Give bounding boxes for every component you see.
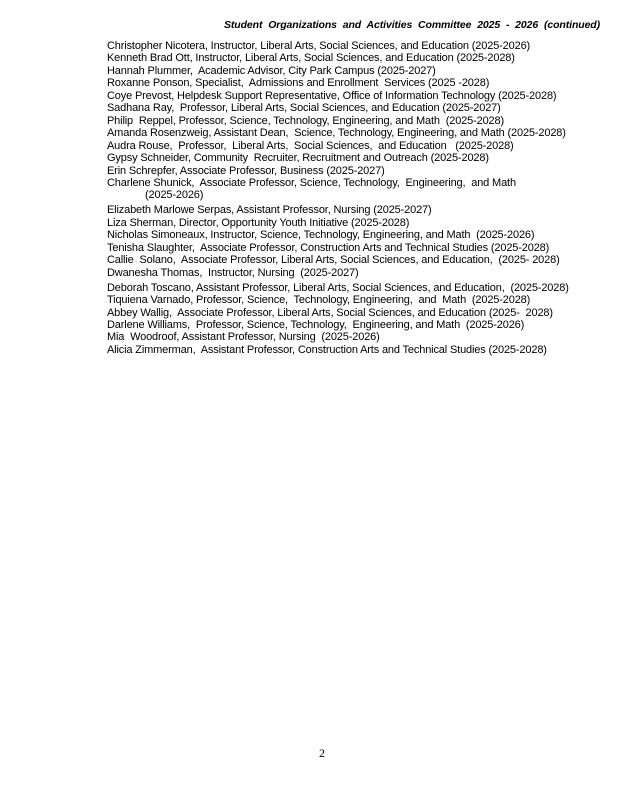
member-line: Tenisha Slaughter, Associate Professor, Construction Arts and Technical Studies (2025-2028) [107,241,550,254]
member-line: Amanda Rosenzweig, Assistant Dean, Science, Technology, Engineering, and Math (2025-2028) [107,127,566,140]
member-line: Audra Rouse, Professor, Liberal Arts, Social Sciences, and Education (2025-2028) [107,139,514,152]
member-line: Elizabeth Marlowe Serpas, Assistant Professor, Nursing (2025-2027) [107,204,432,217]
member-line: Erin Schrepfer, Associate Professor, Business (2025-2027) [107,164,385,177]
member-line: Christopher Nicotera, Instructor, Liberal Arts, Social Sciences, and Education (2025-2026) [107,40,531,52]
member-line: Roxanne Ponson, Specialist, Admissions and Enrollment Services (2025 -2028) [107,77,490,90]
member-line: Alicia Zimmerman, Assistant Professor, Construction Arts and Technical Studies (2025-2028) [107,343,547,356]
member-line: Abbey Wallig, Associate Professor, Liberal Arts, Social Sciences, and Education (2025- 2028) [107,306,553,319]
member-line: Coye Prevost, Helpdesk Support Representative, Office of Information Technology (2025-2028) [107,89,557,102]
member-list [107,40,597,356]
member-line: Philip Reppel, Professor, Science, Technology, Engineering, and Math (2025-2028) [107,114,504,127]
page-number: 2 [319,746,325,760]
member-line: Dwanesha Thomas, Instructor, Nursing (2025-2027) [107,266,359,279]
member-line: Darlene Williams, Professor, Science, Technology, Engineering, and Math (2025-2026) [107,318,525,331]
member-line: Charlene Shunick, Associate Professor, Science, Technology, Engineering, and Math [107,176,516,189]
member-line: Kenneth Brad Ott, Instructor, Liberal Arts, Social Sciences, and Education (2025-2028) [107,52,515,65]
member-line: Mia Woodroof, Assistant Professor, Nursing (2025-2026) [107,331,380,344]
member-line: (2025-2026) [145,189,204,202]
member-line: Sadhana Ray, Professor, Liberal Arts, Social Sciences, and Education (2025-2027) [107,102,501,115]
member-line: Hannah Plummer, Academic Advisor, City Park Campus (2025-2027) [107,64,436,77]
member-line: Tiquiena Varnado, Professor, Science, Technology, Engineering, and Math (2025-2028) [107,294,531,307]
member-line: Gypsy Schneider, Community Recruiter, Recruitment and Outreach (2025-2028) [107,152,489,165]
page-title: Student Organizations and Activities Committee 2025 - 2026 (continued) [224,19,601,31]
member-line: Nicholas Simoneaux, Instructor, Science, Technology, Engineering, and Math (2025-2026) [107,229,535,242]
member-line: Liza Sherman, Director, Opportunity Youth Initiative (2025-2028) [107,216,410,229]
member-line: Callie Solano, Associate Professor, Liberal Arts, Social Sciences, and Education, (2025- 2028) [107,254,560,267]
member-line: Deborah Toscano, Assistant Professor, Liberal Arts, Social Sciences, and Education, (2025-2028) [107,281,569,294]
